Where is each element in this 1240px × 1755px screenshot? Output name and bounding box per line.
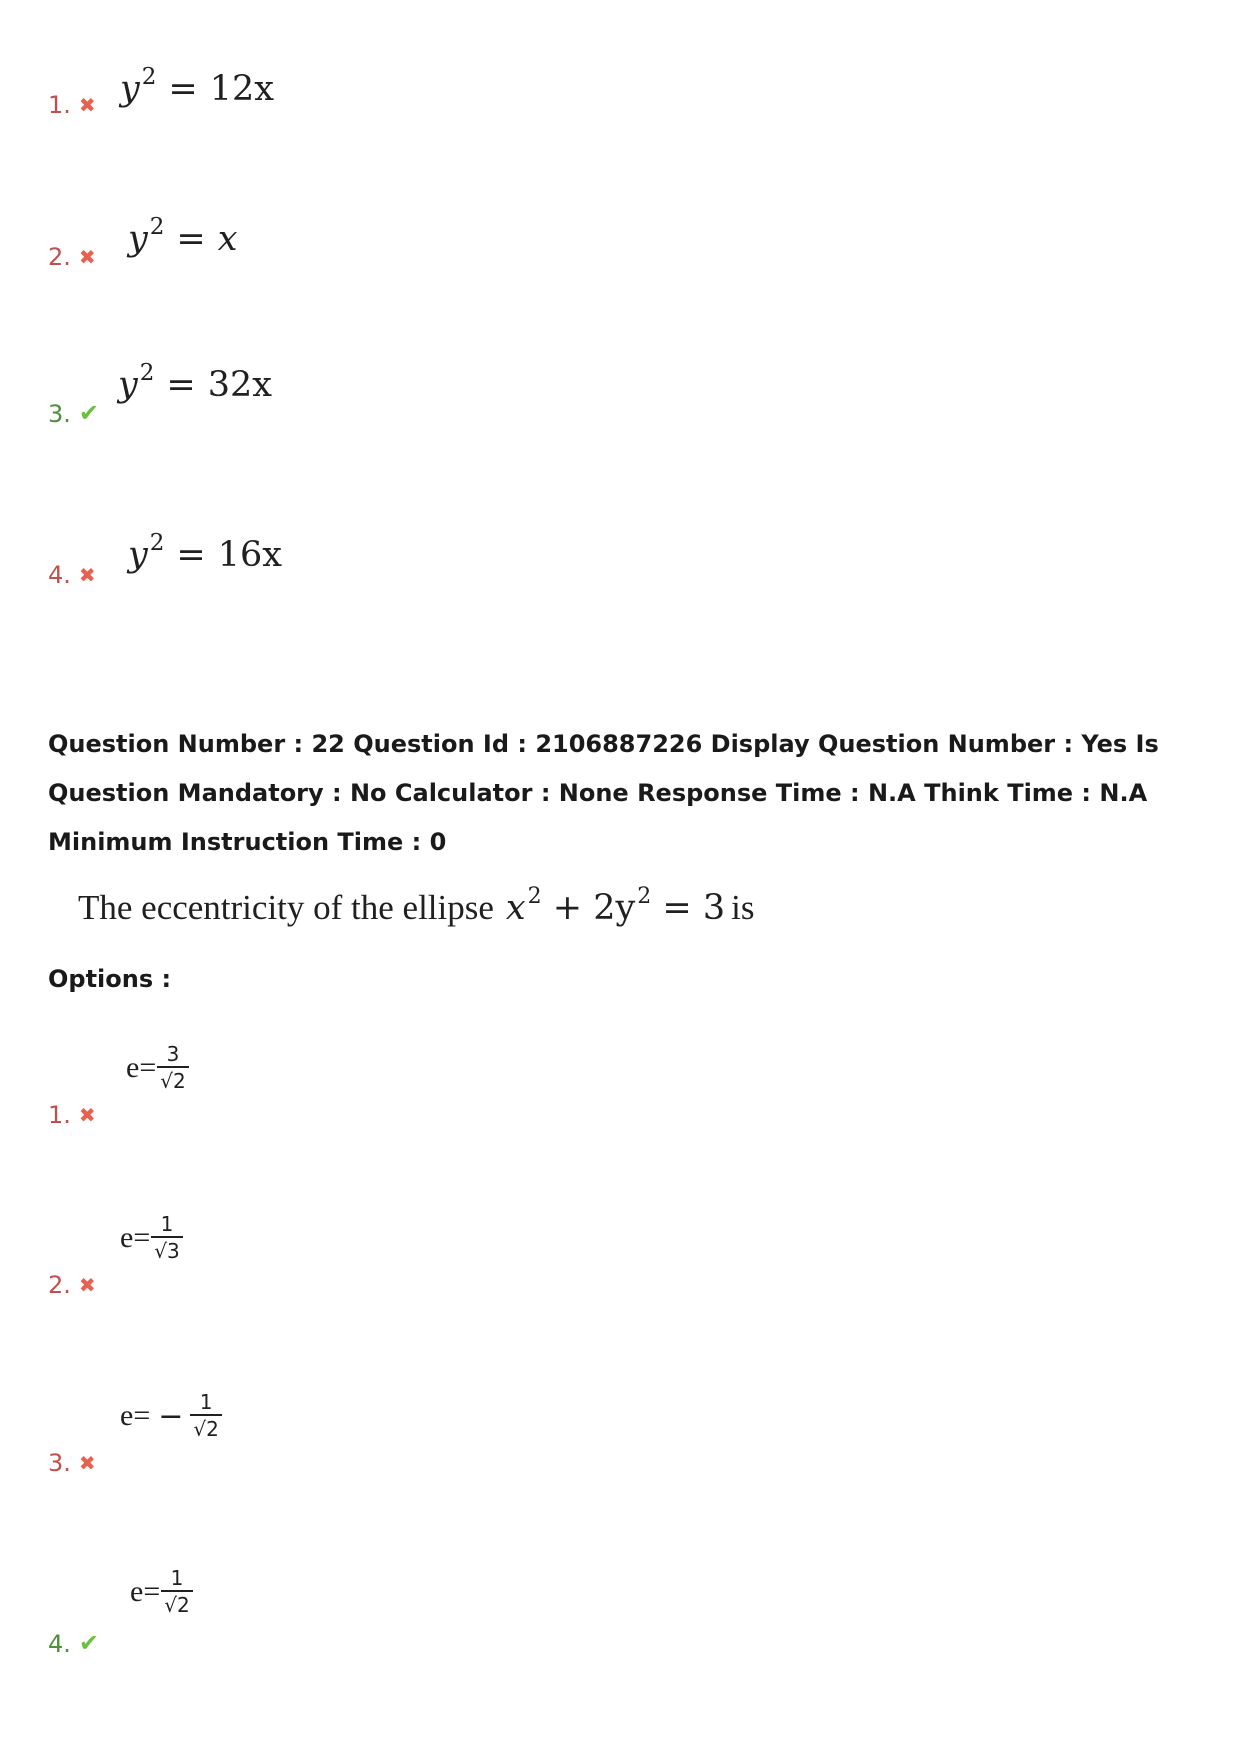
fraction-denominator: √2	[157, 1066, 188, 1094]
eq-lhs: y	[120, 69, 140, 109]
eq-rhs: 12x	[209, 69, 275, 109]
option-number-label: 4.	[48, 561, 71, 589]
fraction	[151, 1212, 182, 1264]
fraction	[161, 1566, 192, 1618]
option-number-label: 3.	[48, 400, 71, 428]
check-icon: ✔	[78, 1629, 100, 1657]
fraction	[157, 1042, 188, 1094]
option-2-expression	[120, 1212, 183, 1264]
cross-icon: ✖	[78, 93, 96, 117]
eq-rhs: x	[217, 219, 238, 259]
eq-lhs: y	[128, 219, 148, 259]
fraction-denominator: √3	[151, 1236, 182, 1264]
options-label: Options :	[48, 965, 172, 993]
option-1-number	[48, 1103, 96, 1127]
option-number-label: 2.	[48, 1271, 71, 1299]
stem-mid: + 2y	[541, 888, 636, 928]
check-icon: ✔	[78, 399, 100, 427]
stem-x: x	[505, 888, 526, 928]
fraction-numerator: 1	[199, 1390, 213, 1414]
fraction-denominator: √2	[161, 1590, 192, 1618]
expr-prefix: e=	[126, 1051, 157, 1084]
stem-exp-2: 2	[637, 884, 652, 909]
fraction	[190, 1390, 221, 1442]
eq-exponent: 2	[141, 64, 157, 90]
cross-icon: ✖	[78, 1451, 96, 1475]
option-1-expression	[126, 1042, 189, 1094]
eq-lhs: y	[128, 535, 148, 575]
eq-exponent: 2	[139, 360, 155, 386]
prev-option-4-number	[48, 563, 96, 587]
cross-icon: ✖	[78, 563, 96, 587]
eq-sign: =	[176, 219, 206, 259]
prev-option-3-number	[48, 401, 99, 426]
prev-option-1-equation	[120, 66, 274, 107]
eq-lhs: y	[118, 365, 138, 405]
stem-math	[505, 884, 726, 928]
prev-option-3-equation	[118, 362, 272, 403]
fraction-numerator: 3	[166, 1042, 180, 1066]
fraction-denominator: √2	[190, 1414, 221, 1442]
eq-sign: =	[176, 535, 206, 575]
stem-eq: = 3	[651, 888, 726, 928]
option-4-number	[48, 1631, 99, 1656]
prev-option-2-equation	[128, 216, 238, 257]
option-number-label: 1.	[48, 1101, 71, 1129]
fraction-numerator: 1	[160, 1212, 174, 1236]
eq-sign: =	[166, 365, 196, 405]
fraction-numerator: 1	[170, 1566, 184, 1590]
prev-option-4-equation	[128, 532, 282, 573]
cross-icon: ✖	[78, 1273, 96, 1297]
stem-end: is	[731, 888, 755, 927]
prev-option-1-number	[48, 93, 96, 117]
option-number-label: 1.	[48, 91, 71, 119]
question-stem	[78, 884, 755, 928]
option-number-label: 3.	[48, 1449, 71, 1477]
question-meta: Question Number : 22 Question Id : 2106887226 Display Question Number : Yes Is Question Mandatory : No Calculator : None Response Time : N.A Think Time : N.A Minimum Instruction Time : 0	[48, 730, 1159, 856]
stem-text: The eccentricity of the ellipse	[78, 888, 494, 927]
prev-option-2-number	[48, 245, 96, 269]
minus-sign: −	[158, 1398, 184, 1434]
expr-prefix: e=	[120, 1221, 151, 1254]
option-2-number	[48, 1273, 96, 1297]
expr-prefix: e=	[130, 1575, 161, 1608]
expr-prefix: e=	[120, 1399, 151, 1432]
eq-exponent: 2	[149, 530, 165, 556]
cross-icon: ✖	[78, 1103, 96, 1127]
eq-exponent: 2	[149, 214, 165, 240]
option-4-expression	[130, 1566, 193, 1618]
eq-rhs: 16x	[217, 535, 283, 575]
option-number-label: 2.	[48, 243, 71, 271]
cross-icon: ✖	[78, 245, 96, 269]
eq-sign: =	[168, 69, 198, 109]
option-number-label: 4.	[48, 1630, 71, 1658]
option-3-expression	[120, 1390, 222, 1442]
stem-exp-1: 2	[527, 884, 542, 909]
option-3-number	[48, 1451, 96, 1475]
eq-rhs: 32x	[207, 365, 273, 405]
